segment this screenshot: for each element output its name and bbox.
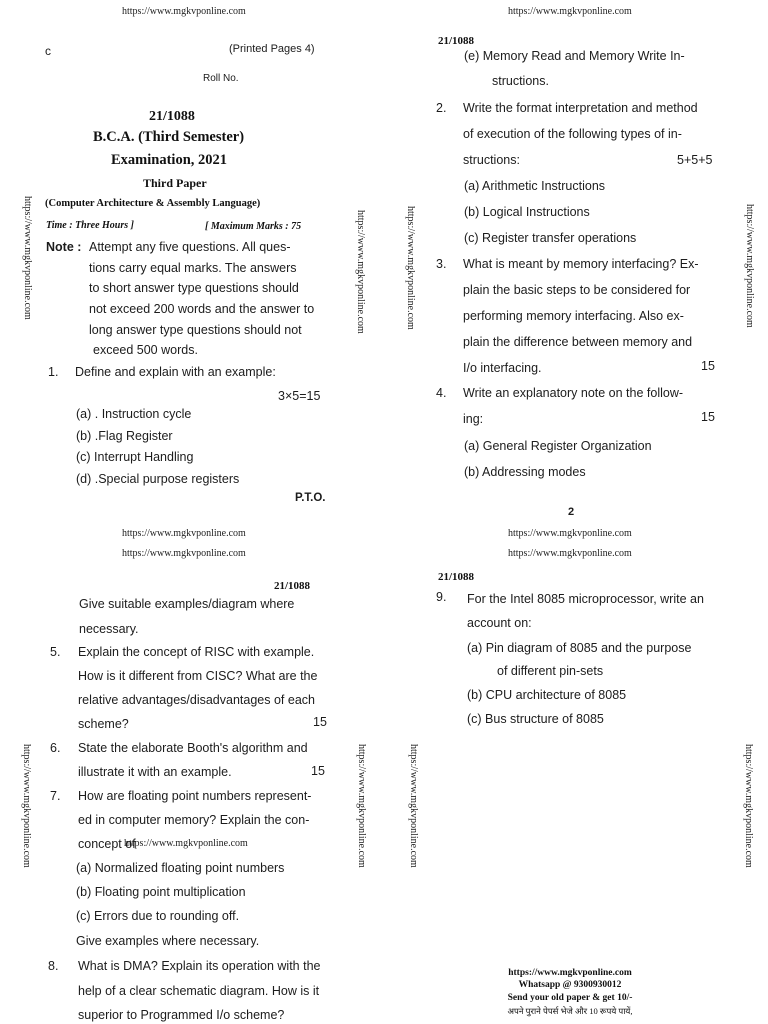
question-5-line: Explain the concept of RISC with example. — [78, 645, 315, 659]
page-number: 2 — [568, 506, 575, 518]
note-line: exceed 500 words. — [93, 343, 198, 357]
paper-code: 21/1088 — [149, 109, 195, 124]
question-4-item: (b) Addressing modes — [464, 465, 586, 479]
question-3-marks: 15 — [701, 359, 715, 373]
question-7-item: (b) Floating point multiplication — [76, 885, 246, 899]
question-5-line: scheme? — [78, 717, 129, 731]
vertical-url-centerleft-bottom: https://www.mgkvponline.com — [408, 744, 419, 868]
paper-code: 21/1088 — [438, 35, 475, 47]
question-number: 4. — [436, 386, 447, 400]
question-number: 1. — [48, 365, 59, 379]
question-8-line: What is DMA? Explain its operation with the — [78, 959, 321, 973]
subject-title: (Computer Architecture & Assembly Language) — [45, 198, 261, 209]
question-3-line: plain the basic steps to be considered for — [463, 283, 691, 297]
question-3-line: What is meant by memory interfacing? Ex- — [463, 257, 699, 271]
question-6-line: State the elaborate Booth's algorithm and — [78, 741, 308, 755]
question-6-line: illustrate it with an example. — [78, 765, 232, 779]
page-url[interactable]: https://www.mgkvponline.com — [122, 548, 246, 559]
footer-url[interactable]: https://www.mgkvponline.com — [508, 968, 632, 978]
footer-offer: Send your old paper & get 10/- — [507, 993, 633, 1003]
question-9-item: (a) Pin diagram of 8085 and the purpose — [467, 641, 692, 655]
question-1-item: (c) Interrupt Handling — [76, 450, 194, 464]
question-5-marks: 15 — [313, 715, 327, 729]
inline-url[interactable]: https://www.mgkvponline.com — [124, 838, 248, 849]
question-1-item: (a) . Instruction cycle — [76, 407, 192, 421]
intro-line: necessary. — [79, 622, 139, 636]
page-url[interactable]: https://www.mgkvponline.com — [508, 528, 632, 539]
header-url-right[interactable]: https://www.mgkvponline.com — [508, 6, 632, 17]
question-7-tail: Give examples where necessary. — [76, 934, 260, 948]
vertical-url-left-top: https://www.mgkvponline.com — [22, 196, 33, 320]
question-1-item: (b) .Flag Register — [76, 429, 173, 443]
question-7-line: ed in computer memory? Explain the con- — [78, 813, 310, 827]
question-1e-text: (e) Memory Read and Memory Write In- — [464, 49, 685, 63]
question-4-marks: 15 — [701, 410, 715, 424]
question-2-line: of execution of the following types of in- — [463, 127, 682, 141]
question-1-text: Define and explain with an example: — [75, 365, 276, 379]
question-7-item: (a) Normalized floating point numbers — [76, 861, 285, 875]
question-9-line: For the Intel 8085 microprocessor, write an — [467, 592, 704, 606]
note-line: tions carry equal marks. The answers — [89, 261, 297, 275]
question-number: 5. — [50, 645, 61, 659]
question-number: 3. — [436, 257, 447, 271]
note-line: to short answer type questions should — [89, 281, 299, 295]
question-8-line: help of a clear schematic diagram. How is it — [78, 984, 320, 998]
pto-mark: P.T.O. — [295, 492, 326, 504]
question-9-item: (c) Bus structure of 8085 — [467, 712, 604, 726]
note-line: Attempt any five questions. All ques- — [89, 240, 291, 254]
vertical-url-right-bottom: https://www.mgkvponline.com — [743, 744, 754, 868]
question-9-item-cont: of different pin-sets — [497, 664, 604, 678]
question-number: 2. — [436, 101, 447, 115]
question-number: 6. — [50, 741, 61, 755]
question-2-item: (a) Arithmetic Instructions — [464, 179, 606, 193]
question-number: 9. — [436, 590, 447, 604]
roll-no-label: Roll No. — [203, 73, 239, 84]
question-number: 7. — [50, 789, 61, 803]
question-1e-cont: structions. — [492, 74, 549, 88]
footer-offer-hindi: अपने पुराने पेपर्स भेजे और 10 रूपये पायें, — [507, 1006, 633, 1016]
question-4-line: Write an explanatory note on the follow- — [463, 386, 684, 400]
question-9-item: (b) CPU architecture of 8085 — [467, 688, 627, 702]
question-2-item: (c) Register transfer operations — [464, 231, 637, 245]
course-title: B.C.A. (Third Semester) — [93, 129, 245, 145]
question-3-line: I/o interfacing. — [463, 361, 542, 375]
question-1-marks: 3×5=15 — [278, 389, 321, 403]
note-label: Note : — [46, 240, 82, 254]
exam-title: Examination, 2021 — [111, 152, 228, 168]
note-line: not exceed 200 words and the answer to — [89, 302, 315, 316]
question-1-item: (d) .Special purpose registers — [76, 472, 240, 486]
intro-line: Give suitable examples/diagram where — [79, 597, 295, 611]
question-2-line: Write the format interpretation and method — [463, 101, 698, 115]
question-5-line: How is it different from CISC? What are the — [78, 669, 318, 683]
footer-whatsapp: Whatsapp @ 9300930012 — [518, 980, 622, 990]
vertical-url-left-bottom: https://www.mgkvponline.com — [21, 744, 32, 868]
corner-mark: c — [45, 44, 51, 58]
question-number: 8. — [48, 959, 59, 973]
paper-code: 21/1088 — [274, 580, 311, 592]
page-url[interactable]: https://www.mgkvponline.com — [508, 548, 632, 559]
question-2-line: structions: — [463, 153, 520, 167]
question-2-item: (b) Logical Instructions — [464, 205, 590, 219]
question-4-line: ing: — [463, 412, 484, 426]
question-8-line: superior to Programmed I/o scheme? — [78, 1008, 285, 1022]
marks-label: [ Maximum Marks : 75 — [205, 221, 302, 232]
question-2-marks: 5+5+5 — [677, 153, 713, 167]
question-9-line: account on: — [467, 616, 532, 630]
time-label: Time : Three Hours ] — [46, 220, 134, 231]
question-3-line: performing memory interfacing. Also ex- — [463, 309, 684, 323]
printed-pages: (Printed Pages 4) — [229, 43, 315, 55]
question-3-line: plain the difference between memory and — [463, 335, 693, 349]
question-5-line: relative advantages/disadvantages of each — [78, 693, 315, 707]
question-7-item: (c) Errors due to rounding off. — [76, 909, 240, 923]
paper-code: 21/1088 — [438, 571, 475, 583]
header-url-left[interactable]: https://www.mgkvponline.com — [122, 6, 246, 17]
vertical-url-centerright-top: https://www.mgkvponline.com — [405, 206, 416, 330]
paper-title: Third Paper — [143, 176, 207, 190]
vertical-url-centerleft-top: https://www.mgkvponline.com — [355, 210, 366, 334]
vertical-url-right-top: https://www.mgkvponline.com — [744, 204, 755, 328]
question-7-line: concept of — [78, 837, 136, 851]
question-7-line: How are floating point numbers represent- — [78, 789, 312, 803]
vertical-url-center-bottom: https://www.mgkvponline.com — [356, 744, 367, 868]
note-line: long answer type questions should not — [89, 323, 302, 337]
question-4-item: (a) General Register Organization — [464, 439, 652, 453]
page-url[interactable]: https://www.mgkvponline.com — [122, 528, 246, 539]
question-6-marks: 15 — [311, 764, 325, 778]
